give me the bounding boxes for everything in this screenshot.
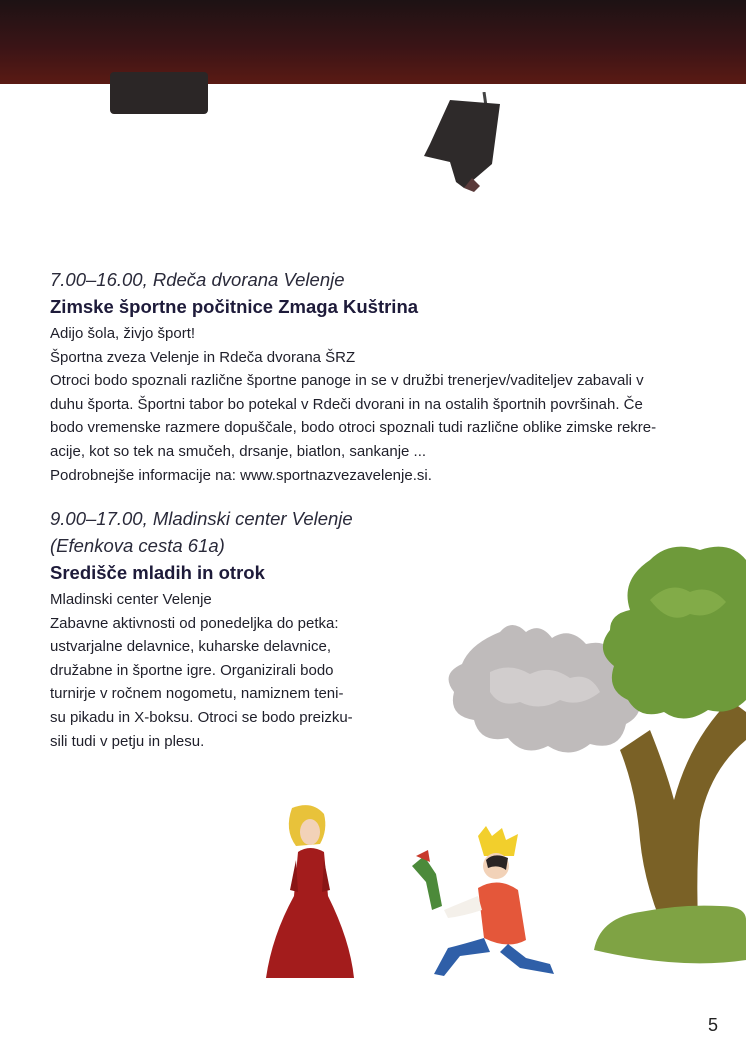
event-winter-sports: [50, 266, 710, 487]
princess-illustration: [262, 800, 358, 980]
page-number: 5: [707, 1015, 718, 1035]
event-text-line: Adijo šola, živjo šport!: [50, 325, 196, 342]
event-text-line: turnirje v ročnem nogometu, namiznem teni-: [50, 685, 344, 703]
event-text-line: Športna zveza Velenje in Rdeča dvorana ŠRZ: [50, 348, 356, 366]
event-text-line: ustvarjalne delavnice, kuharske delavnice,: [50, 638, 331, 656]
event-text-line: družabne in športne igre. Organizirali bodo: [50, 661, 334, 679]
hanging-puppet-illustration: [420, 92, 502, 192]
event-title: Središče mladih in otrok: [50, 562, 265, 583]
event-text-line: bodo vremenske razmere dopuščale, bodo otroci spoznali tudi različne oblike zimske rekre-: [50, 419, 657, 437]
event-text-line: su pikadu in X-boksu. Otroci se bodo preizku-: [50, 708, 353, 726]
prince-illustration: [408, 826, 558, 978]
event-text-line: Zabavne aktivnosti od ponedeljka do petka:: [50, 614, 339, 632]
event-time: 7.00–16.00, Rdeča dvorana Velenje: [50, 269, 345, 290]
event-text-line: sili tudi v petju in plesu.: [50, 732, 205, 750]
event-text-line: duhu športa. Športni tabor bo potekal v Rdeči dvorani in na ostalih športnih površinah. Če: [50, 395, 643, 413]
tree-illustration: [580, 540, 746, 990]
event-text-line: Podrobnejše informacije na: www.sportnazvezavelenje.si.: [50, 466, 432, 484]
event-time: 9.00–17.00, Mladinski center Velenje: [50, 508, 353, 529]
event-title: Zimske športne počitnice Zmaga Kuštrina: [50, 296, 419, 317]
event-text-line: acije, kot so tek na smučeh, drsanje, biatlon, sankanje ...: [50, 442, 427, 460]
hanging-dark-box-illustration: [110, 72, 208, 114]
event-youth-center: [50, 505, 390, 753]
event-text-line: Otroci bodo spoznali različne športne panoge in se v družbi trenerjev/vaditeljev zabavali v: [50, 372, 644, 390]
event-text-line: Mladinski center Velenje: [50, 591, 212, 608]
event-location: (Efenkova cesta 61a): [50, 535, 225, 556]
